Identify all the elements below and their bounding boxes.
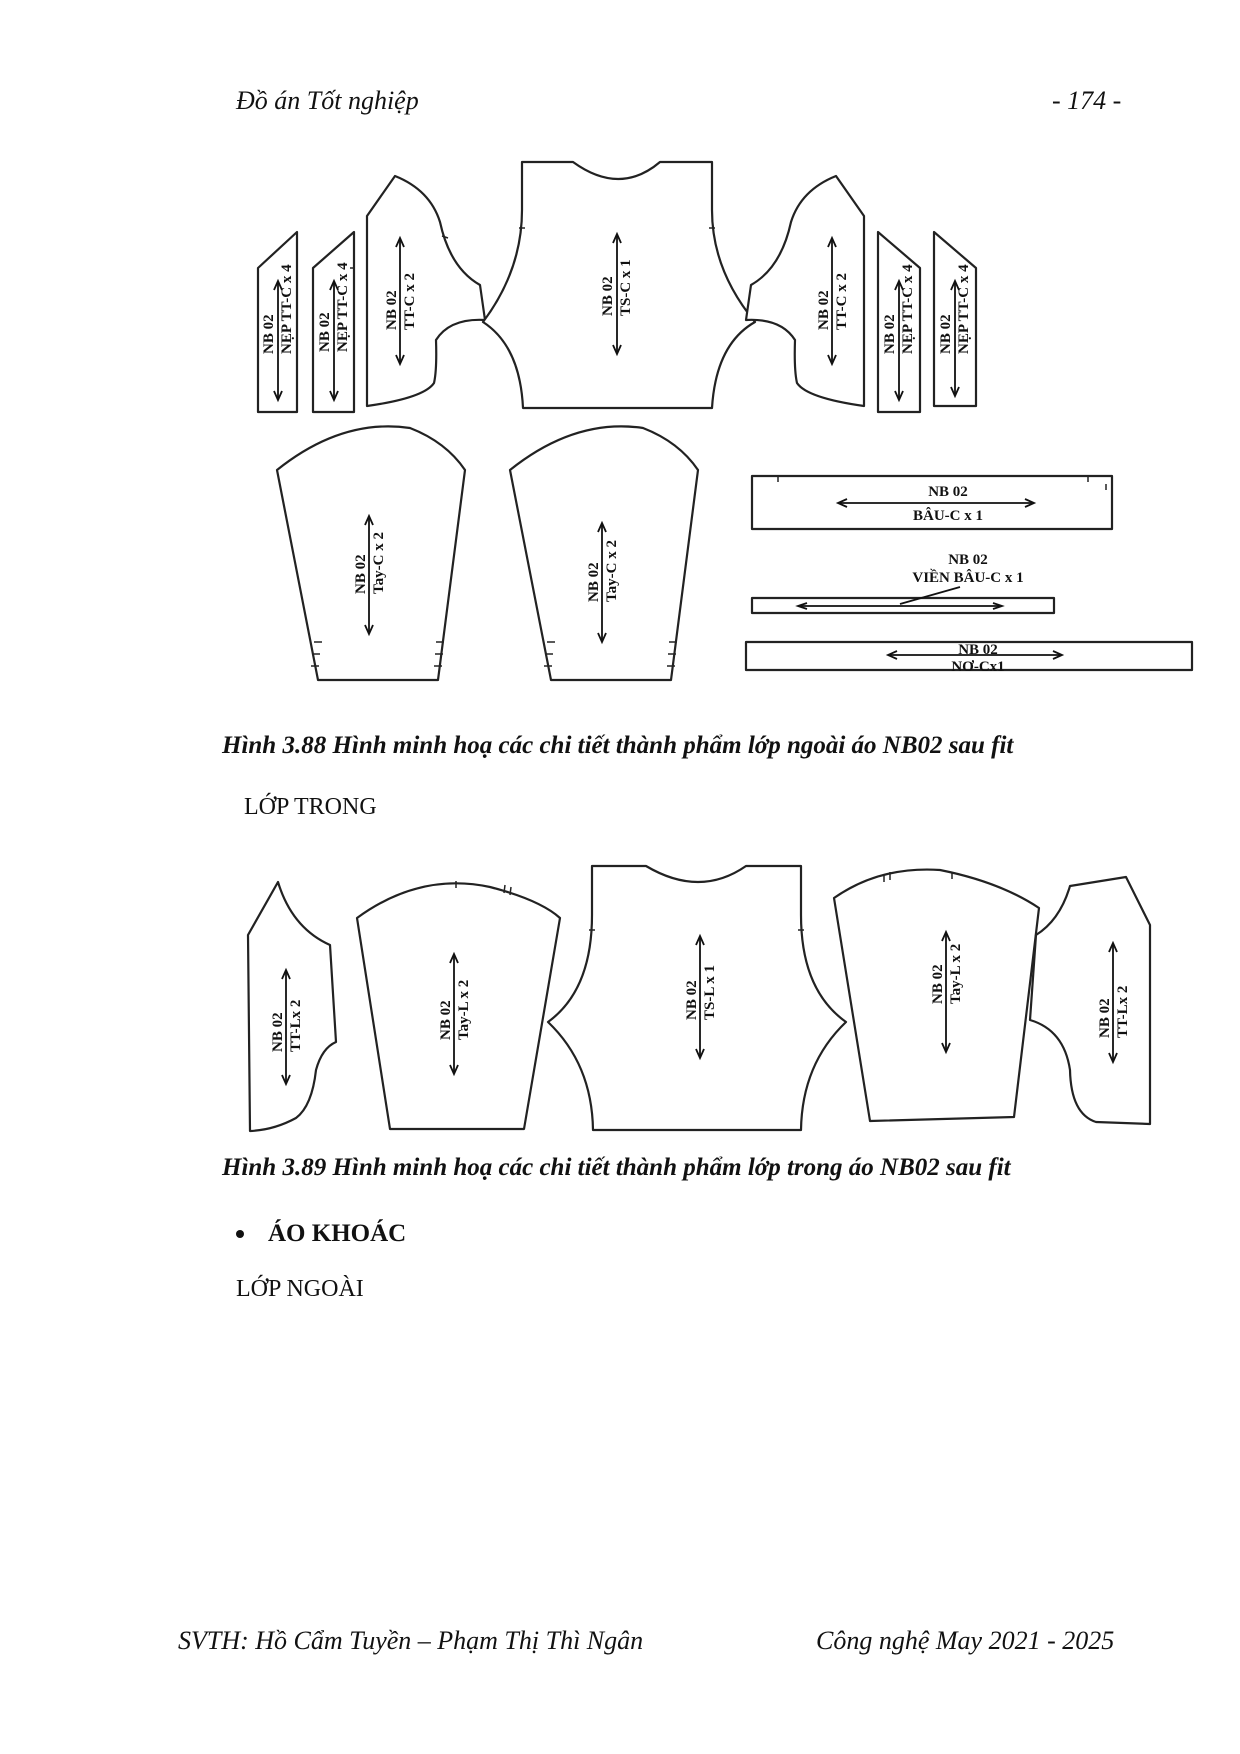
piece-name: TT-Lx 2 xyxy=(288,999,304,1052)
header-title: Đồ án Tốt nghiệp xyxy=(236,86,419,115)
footer-program: Công nghệ May 2021 - 2025 xyxy=(816,1626,1115,1655)
section-label-outer-layer: LỚP NGOÀI xyxy=(236,1276,364,1302)
pattern-piece-tt-l-left xyxy=(248,882,336,1131)
pattern-piece-tt-c-right xyxy=(746,176,864,406)
bullet-dot-icon xyxy=(236,1230,244,1238)
pattern-piece-nep-tt-c-4 xyxy=(934,232,976,406)
piece-code: NB 02 xyxy=(384,290,400,330)
piece-code: NB 02 xyxy=(684,980,700,1020)
bullet-heading xyxy=(236,1220,406,1248)
piece-name: BÂU-C x 1 xyxy=(913,508,983,524)
pattern-piece-ts-c xyxy=(483,162,755,408)
piece-code: NB 02 xyxy=(930,964,946,1004)
pattern-piece-vien-bau-c xyxy=(752,552,1054,613)
piece-name: TT-C x 2 xyxy=(834,273,850,330)
pattern-piece-tay-c-1 xyxy=(277,426,465,680)
piece-name: Tay-L x 2 xyxy=(948,943,964,1004)
page-number: - 174 - xyxy=(1052,86,1122,115)
piece-code: NB 02 xyxy=(958,642,998,658)
piece-name: TS-C x 1 xyxy=(618,259,634,316)
pattern-piece-tay-l-2 xyxy=(834,870,1039,1121)
pattern-piece-tay-c-2 xyxy=(510,426,698,680)
section-label-inner-layer: LỚP TRONG xyxy=(244,794,377,820)
pattern-piece-nep-tt-c-2 xyxy=(313,232,354,412)
piece-name: NẸP TT-C x 4 xyxy=(956,264,972,354)
pattern-piece-ts-l xyxy=(548,866,846,1130)
piece-name: NẸP TT-C x 4 xyxy=(279,264,295,354)
pattern-piece-tt-c-left xyxy=(367,176,485,406)
piece-name: Tay-L x 2 xyxy=(456,979,472,1040)
figure-caption-3-89: Hình 3.89 Hình minh hoạ các chi tiết thành phẩm lớp trong áo NB02 sau fit xyxy=(222,1154,1011,1181)
piece-code: NB 02 xyxy=(816,290,832,330)
bullet-heading-text: ÁO KHOÁC xyxy=(268,1220,407,1247)
piece-code: NB 02 xyxy=(586,562,602,602)
figure-inner-layer-pattern xyxy=(0,850,1240,1140)
figure-caption-3-88: Hình 3.88 Hình minh hoạ các chi tiết thành phẩm lớp ngoài áo NB02 sau fit xyxy=(222,732,1014,759)
piece-code: NB 02 xyxy=(261,314,277,354)
pattern-piece-bau-c xyxy=(752,476,1112,529)
piece-name: VIỀN BÂU-C x 1 xyxy=(912,570,1024,586)
piece-code: NB 02 xyxy=(438,1000,454,1040)
piece-code: NB 02 xyxy=(948,552,988,568)
pattern-piece-nep-tt-c-3 xyxy=(878,232,920,412)
piece-name: TT-Lx 2 xyxy=(1115,985,1131,1038)
piece-code: NB 02 xyxy=(270,1012,286,1052)
piece-name: Tay-C x 2 xyxy=(371,532,387,594)
piece-name: TS-L x 1 xyxy=(702,964,718,1020)
piece-code: NB 02 xyxy=(600,276,616,316)
pattern-piece-tay-l-1 xyxy=(357,881,560,1129)
piece-code: NB 02 xyxy=(938,314,954,354)
piece-code: NB 02 xyxy=(1097,998,1113,1038)
figure-outer-layer-pattern xyxy=(0,150,1240,690)
piece-name: NẸP TT-C x 4 xyxy=(335,262,351,352)
piece-name: Tay-C x 2 xyxy=(604,540,620,602)
piece-code: NB 02 xyxy=(928,484,968,500)
piece-code: NB 02 xyxy=(882,314,898,354)
piece-name: NẸP TT-C x 4 xyxy=(900,264,916,354)
piece-name: NƠ-Cx1 xyxy=(951,659,1005,675)
piece-code: NB 02 xyxy=(353,554,369,594)
pattern-piece-no-c xyxy=(746,642,1192,675)
piece-name: TT-C x 2 xyxy=(402,273,418,330)
piece-code: NB 02 xyxy=(317,312,333,352)
pattern-piece-tt-l-right xyxy=(1030,877,1150,1124)
pattern-piece-nep-tt-c-1 xyxy=(258,232,297,412)
footer-authors: SVTH: Hồ Cẩm Tuyền – Phạm Thị Thì Ngân xyxy=(178,1626,644,1655)
